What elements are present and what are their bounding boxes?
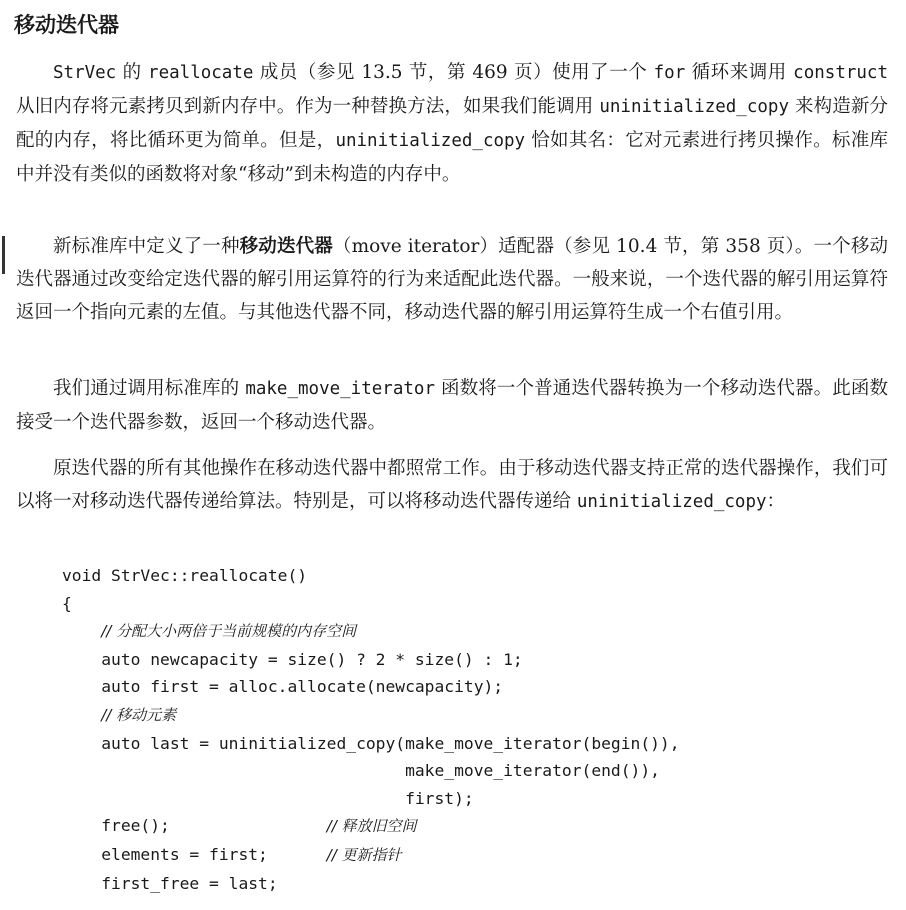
inline-code: reallocate [148, 63, 254, 83]
code-line: auto last = uninitialized_copy(make_move_iterator(begin()), [62, 733, 680, 753]
code-line [62, 841, 680, 870]
code-line: first); [62, 788, 474, 808]
code-indent [62, 621, 101, 640]
key-term: 移动迭代器 [239, 236, 333, 257]
code-text: free(); [62, 816, 327, 836]
inline-code: StrVec [53, 63, 117, 83]
paragraph-text: 函数将一个普通迭代器转换为一个移动迭代器。此函数接受一个迭代器参数，返回一个移动迭代器。 [16, 378, 888, 433]
code-comment: // 释放旧空间 [326, 817, 417, 836]
code-line: auto newcapacity = size() ? 2 * size() : 1; [62, 649, 523, 669]
paragraph-text: 的 [116, 62, 149, 83]
paragraph-text: ： [766, 491, 786, 512]
code-comment: // 移动元素 [101, 705, 177, 724]
code-comment: // 分配大小两倍于当前规模的内存空间 [101, 622, 357, 641]
code-text: elements = first; [62, 844, 327, 864]
paragraph-text: 循环来调用 [685, 62, 794, 83]
paragraph-text: （move iterator）适配器（参见 10.4 节，第 358 页）。一个移动迭代器通过改变给定迭代器的解引用运算符的行为来适配此迭代器。一般来说，一个迭代器的解引用运算符返回一个指向元素的左值。与其他迭代器不同，移动迭代器的解引用运算符生成一个右值引用。 [16, 236, 888, 323]
code-comment: // 更新指针 [326, 845, 402, 864]
paragraph-text: 原迭代器的所有其他操作在移动迭代器中都照常工作。由于移动迭代器支持正常的迭代器操作，我们可以将一对移动迭代器传递给算法。特别是，可以将移动迭代器传递给 [16, 458, 888, 512]
paragraph-text: 从旧内存将元素拷贝到新内存中。作为一种替换方法，如果我们能调用 [16, 96, 600, 117]
section-heading: 移动迭代器 [14, 13, 119, 37]
inline-code: uninitialized_copy [599, 97, 789, 117]
margin-change-bar [2, 236, 5, 274]
paragraph-text: 我们通过调用标准库的 [53, 378, 246, 399]
inline-code: construct [793, 63, 888, 83]
paragraph-3 [16, 372, 888, 439]
paragraph-text: 新标准库中定义了一种 [53, 236, 240, 257]
paragraph-text: 来构造新分配的内存，将比循环更为简单。但是， [16, 96, 888, 151]
paragraph-1 [16, 56, 888, 191]
code-line: auto first = alloc.allocate(newcapacity); [62, 677, 504, 697]
code-listing [62, 562, 680, 897]
code-line: void StrVec::reallocate() [62, 566, 308, 585]
paragraph-text: 成员（参见 13.5 节，第 469 页）使用了一个 [253, 62, 654, 83]
paragraph-2 [16, 230, 888, 329]
inline-code: uninitialized_copy [335, 131, 526, 151]
code-line [62, 701, 680, 730]
paragraph-4 [16, 452, 888, 519]
code-line [62, 617, 680, 646]
inline-code: make_move_iterator [245, 379, 435, 399]
code-line [62, 812, 680, 841]
code-line: { [62, 593, 72, 613]
code-line: make_move_iterator(end()), [62, 761, 660, 781]
paragraph-text: 恰如其名：它对元素进行拷贝操作。标准库中并没有类似的函数将对象“移动”到未构造的内存中。 [16, 130, 888, 185]
code-indent [62, 705, 101, 724]
code-line: first_free = last; [62, 873, 278, 893]
inline-code: for [653, 63, 686, 83]
inline-code: uninitialized_copy [576, 492, 767, 512]
